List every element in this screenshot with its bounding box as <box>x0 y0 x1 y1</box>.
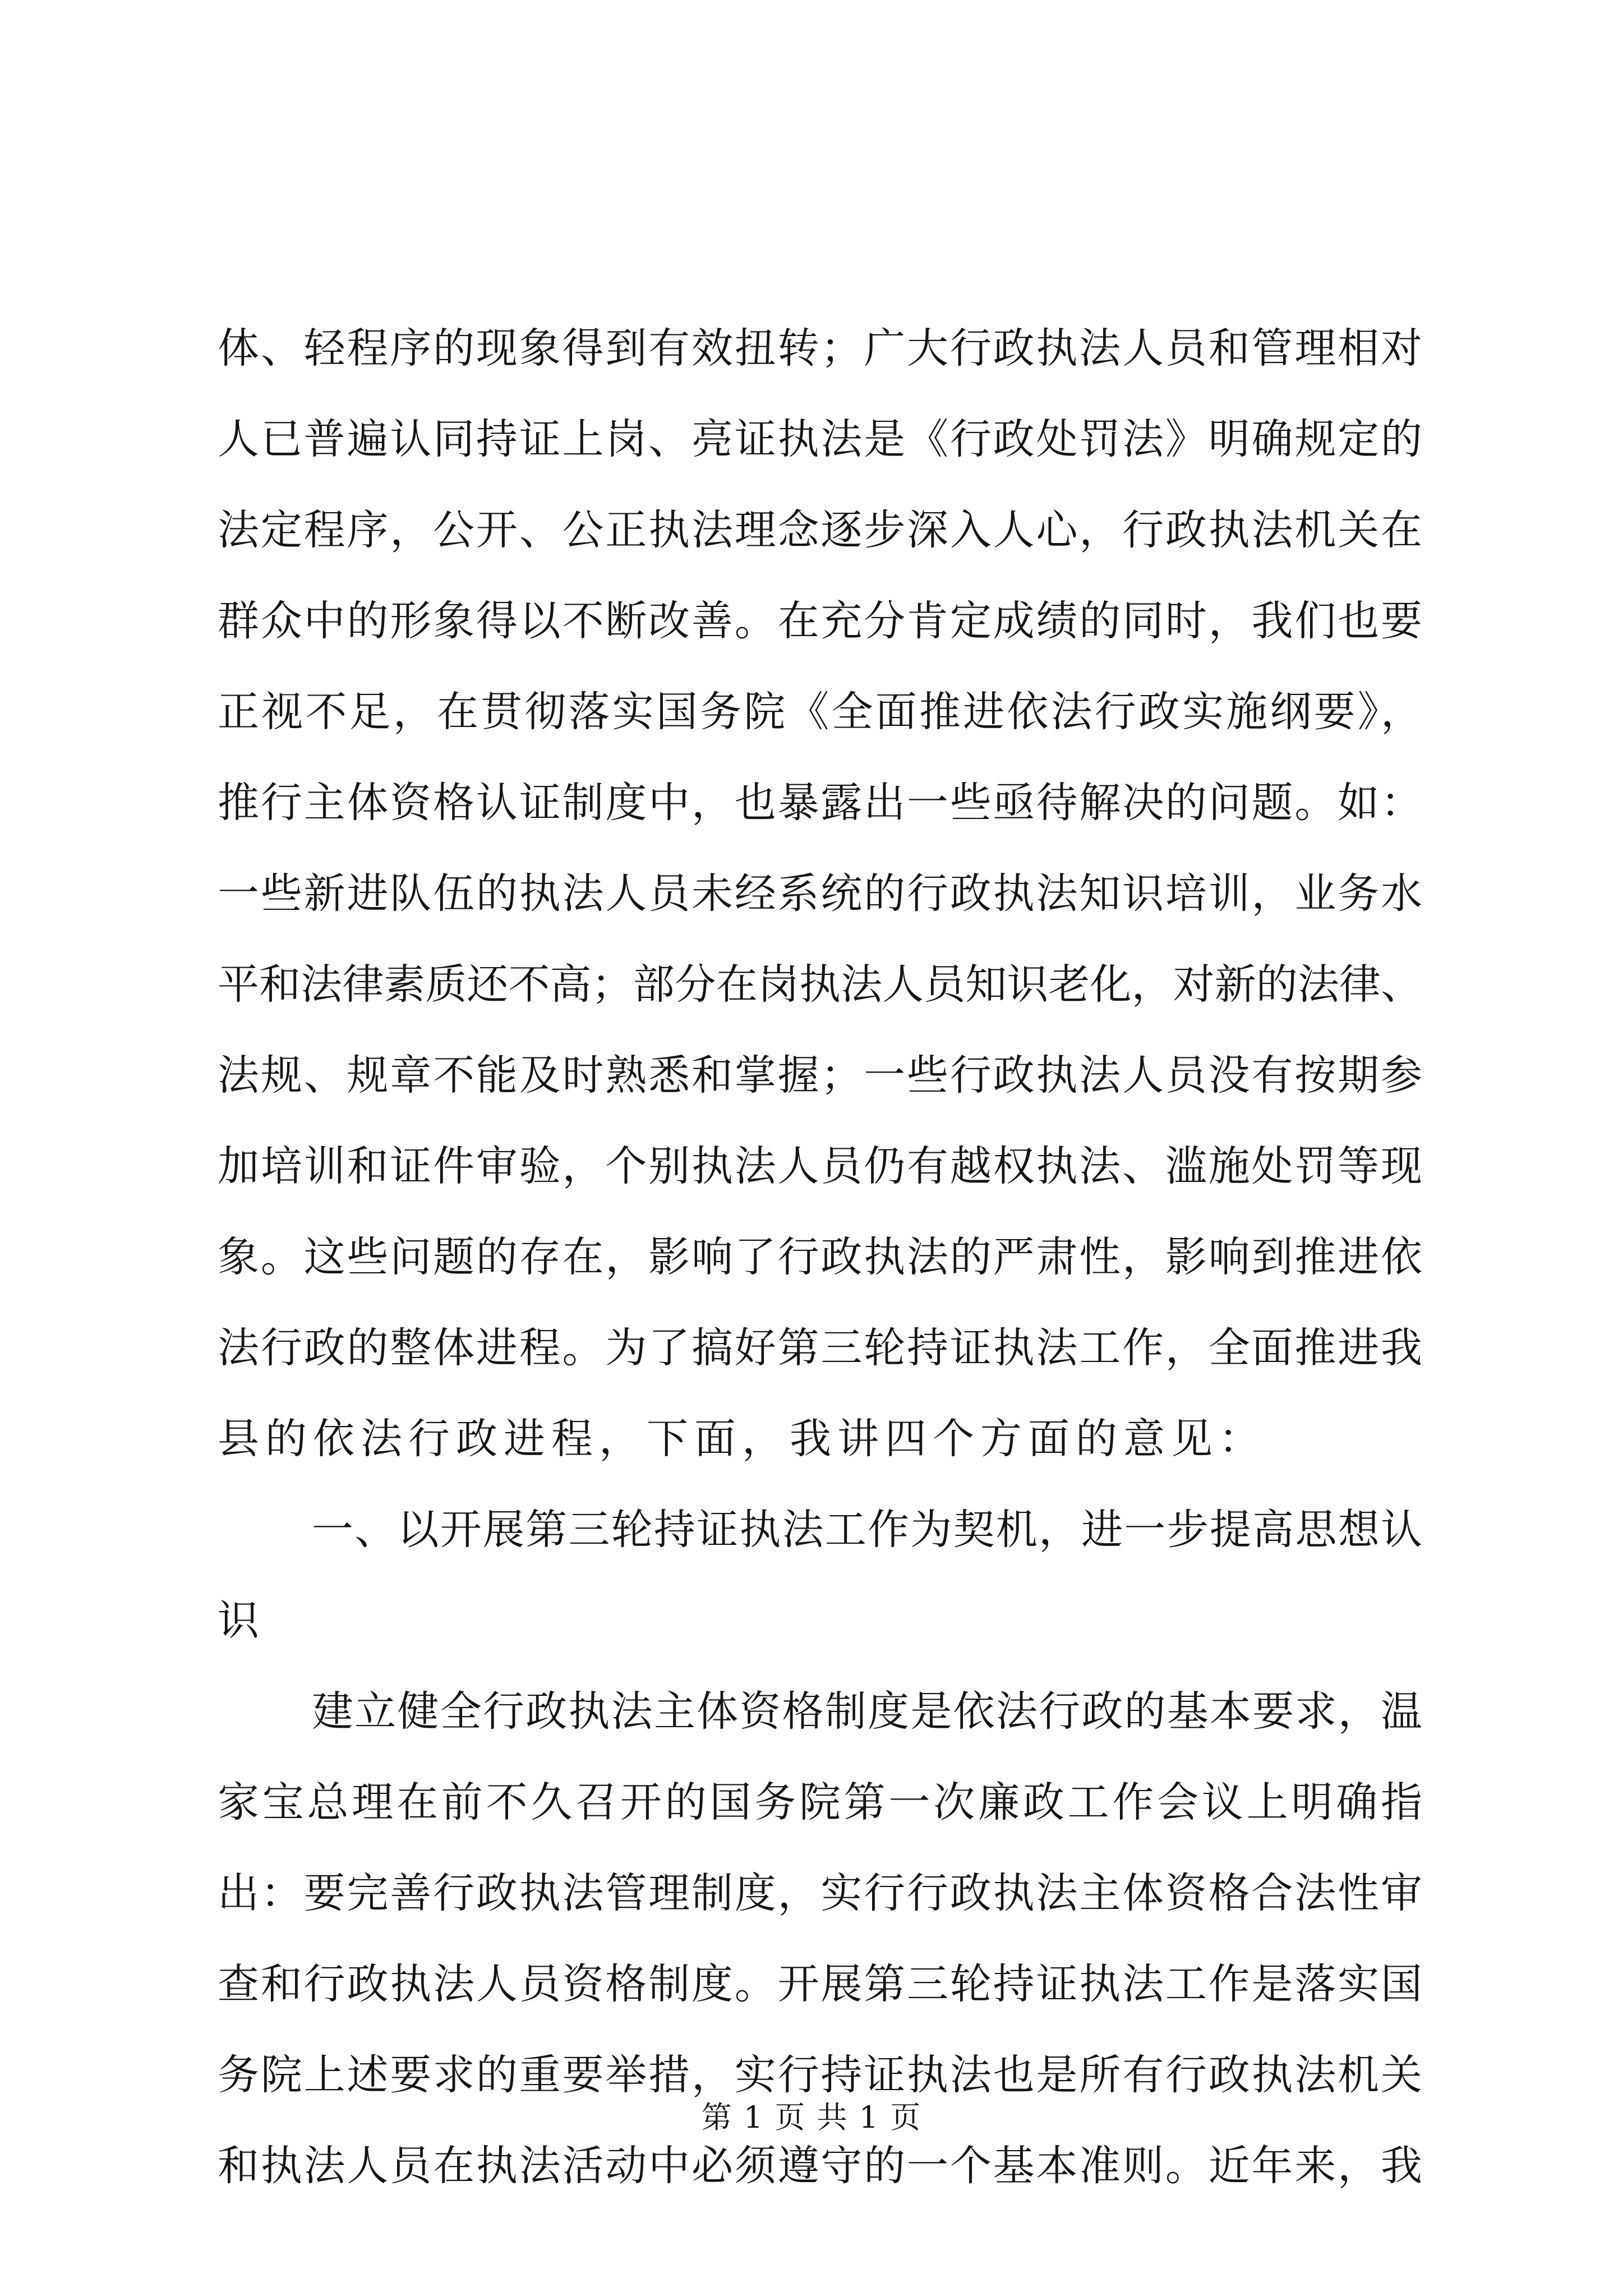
text-line: 加培训和证件审验，个别执法人员仍有越权执法、滥施处罚等现 <box>218 1142 1422 1190</box>
text-line: 县的依法行政进程，下面，我讲四个方面的意见： <box>218 1415 1266 1463</box>
text-line: 群众中的形象得以不断改善。在充分肯定成绩的同时，我们也要 <box>218 597 1422 645</box>
text-line: 体、轻程序的现象得到有效扭转；广大行政执法人员和管理相对 <box>218 324 1422 372</box>
text-line: 查和行政执法人员资格制度。开展第三轮持证执法工作是落实国 <box>218 1960 1422 2008</box>
text-line: 一些新进队伍的执法人员未经系统的行政执法知识培训，业务水 <box>218 869 1422 918</box>
paragraph-first-line: 建立健全行政执法主体资格制度是依法行政的基本要求，温 <box>312 1687 1422 1736</box>
text-line: 出：要完善行政执法管理制度，实行行政执法主体资格合法性审 <box>218 1869 1422 1917</box>
text-line: 和执法人员在执法活动中必须遵守的一个基本准则。近年来，我 <box>218 2142 1422 2190</box>
text-line: 法定程序，公开、公正执法理念逐步深入人心，行政执法机关在 <box>218 506 1422 554</box>
text-line: 法规、规章不能及时熟悉和掌握；一些行政执法人员没有按期参 <box>218 1051 1422 1099</box>
text-line: 家宝总理在前不久召开的国务院第一次廉政工作会议上明确指 <box>218 1778 1422 1826</box>
text-line: 象。这些问题的存在，影响了行政执法的严肃性，影响到推进依 <box>218 1233 1422 1281</box>
section-heading: 一、以开展第三轮持证执法工作为契机，进一步提高思想认 <box>312 1506 1422 1554</box>
text-line: 法行政的整体进程。为了搞好第三轮持证执法工作，全面推进我 <box>218 1324 1422 1372</box>
page-number-footer: 第 1 页 共 1 页 <box>701 2100 922 2135</box>
section-heading-continuation: 识 <box>218 1596 265 1645</box>
text-line: 务院上述要求的重要举措，实行持证执法也是所有行政执法机关 <box>218 2051 1422 2099</box>
text-line: 正视不足，在贯彻落实国务院《全面推进依法行政实施纲要》， <box>218 688 1422 736</box>
text-line: 平和法律素质还不高；部分在岗执法人员知识老化，对新的法律、 <box>218 960 1422 1009</box>
text-line: 人已普遍认同持证上岗、亮证执法是《行政处罚法》明确规定的 <box>218 415 1422 463</box>
body-text <box>218 303 1422 2211</box>
text-line: 推行主体资格认证制度中，也暴露出一些亟待解决的问题。如： <box>218 779 1422 827</box>
